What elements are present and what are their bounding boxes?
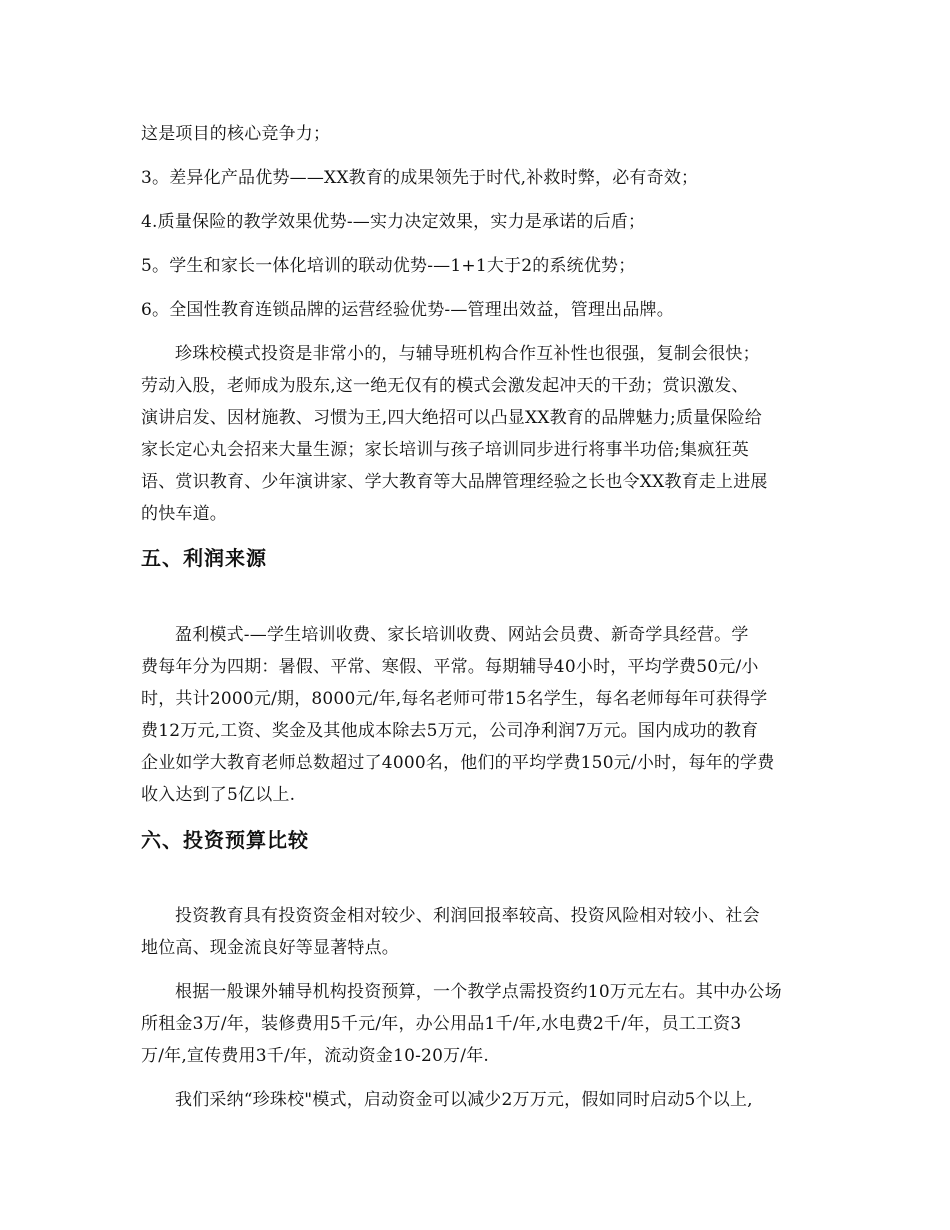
paragraph-line: 语、赏识教育、少年演讲家、学大教育等大品牌管理经验之长也令XX教育走上进展	[141, 472, 768, 492]
paragraph-line: 根据一般课外辅导机构投资预算，一个教学点需投资约10万元左右。其中办公场	[175, 982, 782, 1002]
paragraph-line: 演讲启发、因材施教、习惯为王,四大绝招可以凸显XX教育的品牌魅力;质量保险给	[141, 408, 762, 428]
paragraph-line: 我们采纳“珍珠校"模式，启动资金可以减少2万万元，假如同时启动5个以上,	[175, 1090, 753, 1110]
paragraph-line: 盈利模式-—学生培训收费、家长培训收费、网站会员费、新奇学具经营。学	[175, 625, 749, 645]
list-item: 3。差异化产品优势——XX教育的成果领先于时代,补救时弊，必有奇效；	[141, 168, 699, 188]
paragraph-line: 费12万元,工资、奖金及其他成本除去5万元，公司净利润7万元。国内成功的教育	[141, 721, 759, 741]
list-item: 6。全国性教育连锁品牌的运营经验优势-—管理出效益，管理出品牌。	[141, 300, 674, 320]
paragraph-line: 的快车道。	[141, 504, 227, 524]
paragraph-line: 劳动入股，老师成为股东,这一绝无仅有的模式会激发起冲天的干劲；赏识激发、	[141, 376, 749, 396]
paragraph-line: 所租金3万/年，装修费用5千元/年，办公用品1千/年,水电费2千/年，员工工资3	[141, 1014, 742, 1034]
paragraph-line: 珍珠校模式投资是非常小的，与辅导班机构合作互补性也很强，复制会很快；	[175, 344, 760, 364]
paragraph-line: 企业如学大教育老师总数超过了4000名，他们的平均学费150元/小时，每年的学费	[141, 753, 775, 773]
paragraph-line: 投资教育具有投资资金相对较少、利润回报率较高、投资风险相对较小、社会	[175, 906, 760, 926]
paragraph-line: 时，共计2000元/期，8000元/年,每名老师可带15名学生，每名老师每年可获得学	[141, 689, 768, 709]
paragraph-line: 收入达到了5亿以上.	[141, 785, 296, 805]
text-line: 这是项目的核心竞争力；	[141, 124, 331, 144]
list-item: 4.质量保险的教学效果优势-—实力决定效果，实力是承诺的后盾；	[141, 212, 646, 232]
paragraph-line: 家长定心丸会招来大量生源；家长培训与孩子培训同步进行将事半功倍;集疯狂英	[141, 440, 749, 460]
list-item: 5。学生和家长一体化培训的联动优势-—1+1大于2的系统优势；	[141, 256, 636, 276]
section-heading: 六、投资预算比较	[141, 828, 309, 852]
paragraph-line: 费每年分为四期：暑假、平常、寒假、平常。每期辅导40小时，平均学费50元/小	[141, 657, 759, 677]
paragraph-line: 万/年,宣传费用3千/年，流动资金10-20万/年.	[141, 1046, 490, 1066]
paragraph-line: 地位高、现金流良好等显著特点。	[141, 938, 399, 958]
section-heading: 五、利润来源	[141, 546, 267, 570]
